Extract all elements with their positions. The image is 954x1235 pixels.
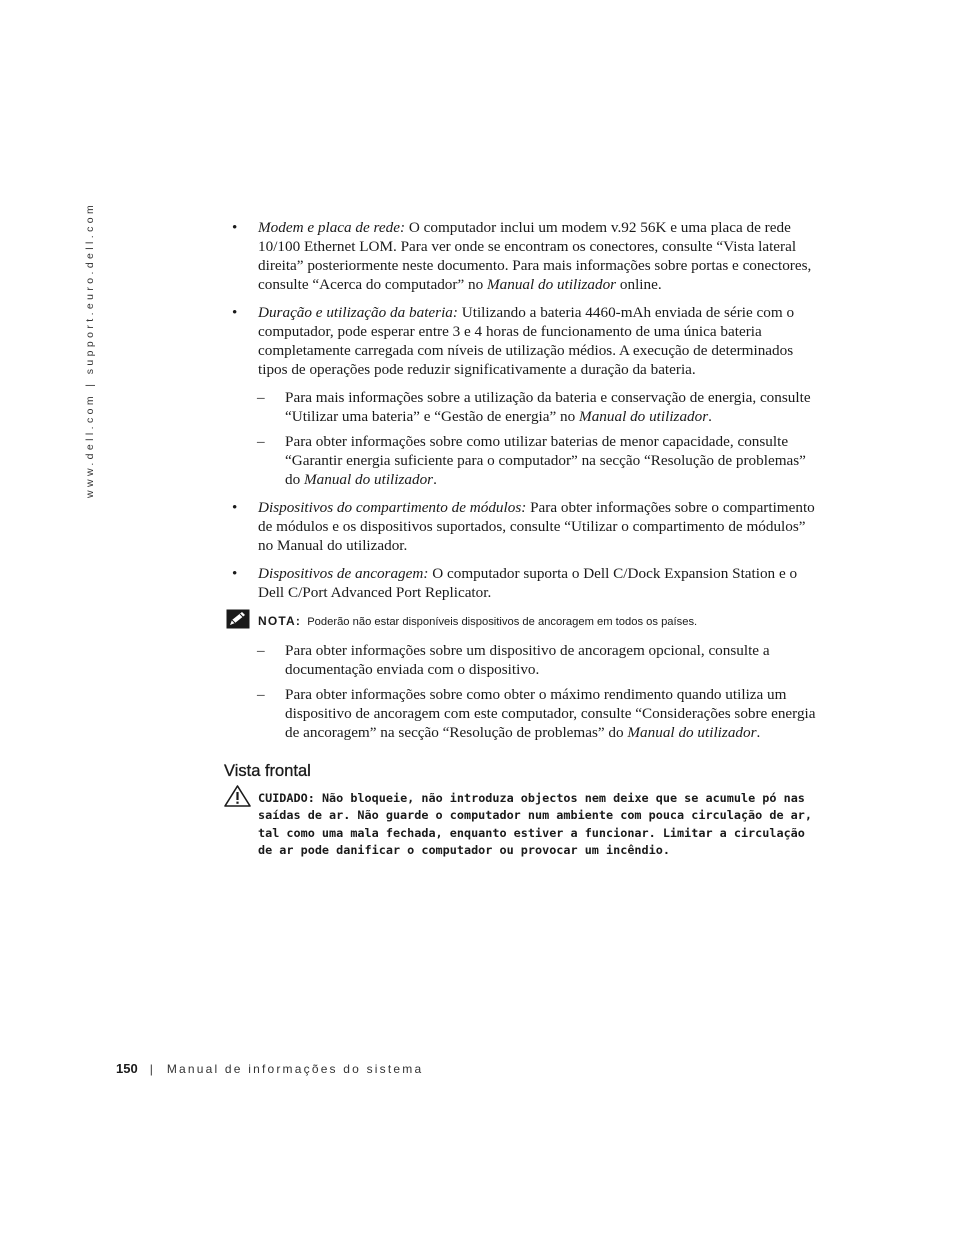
bullet-mark: • — [232, 219, 238, 236]
section-heading: Vista frontal — [224, 762, 311, 780]
bullet-text: O computador suporta o Dell C/Dock Expansion Station e o Dell C/Port Advanced Port Replicator. — [258, 565, 798, 601]
bullet-tail: online. — [616, 276, 662, 293]
dash-text: Para obter informações sobre como obter o máximo rendimento quando utiliza um dispositivo de ancoragem com este computador, consulte “Considerações sobre energia de ancoragem” na secção “Resolução de problemas” do — [285, 686, 816, 741]
bullet-docking — [224, 564, 824, 602]
dash-item-docking-optional — [224, 641, 824, 679]
bullet-mark: • — [232, 499, 238, 516]
note-text: Poderão não estar disponíveis dispositivos de ancoragem em todos os países. — [307, 616, 698, 628]
bullet-mark: • — [232, 304, 238, 321]
footer-separator: | — [149, 1062, 153, 1076]
dash-tail: . — [756, 724, 761, 741]
dash-mark: – — [257, 642, 265, 659]
bullet-term: Dispositivos do compartimento de módulos: — [258, 499, 527, 516]
side-url: www.dell.com | support.euro.dell.com — [84, 201, 96, 498]
page-number: 150 — [116, 1061, 138, 1076]
manual-reference: Manual do utilizador — [627, 724, 757, 741]
bullet-modem — [224, 218, 824, 294]
caution-label: CUIDADO: — [258, 791, 315, 805]
manual-reference: Manual do utilizador — [486, 276, 617, 293]
bullet-term: Modem e placa de rede: — [258, 219, 406, 236]
dash-mark: – — [257, 433, 265, 450]
note-label: NOTA: — [258, 614, 302, 628]
bullet-term: Duração e utilização da bateria: — [258, 304, 458, 321]
page-content — [224, 218, 824, 860]
bullet-battery — [224, 303, 824, 379]
caution-box — [224, 790, 818, 860]
footer-title: Manual de informações do sistema — [166, 1062, 424, 1076]
warning-triangle-icon — [224, 785, 251, 807]
bullet-text: Para obter informações sobre o compartimento de módulos e os dispositivos suportados, consulte “Utilizar o compartimento de módulos” no Manual do utilizador. — [258, 499, 815, 554]
dash-text: Para obter informações sobre como utilizar baterias de menor capacidade, consulte “Garantir energia suficiente para o computador” na secção “Resolução de problemas” do — [285, 433, 806, 488]
bullet-text: O computador inclui um modem v.92 56K e uma placa de rede 10/100 Ethernet LOM. Para ver onde se encontram os conectores, consulte “Vista lateral direita” posteriormente neste documento. Para mais informações sobre portas e conectores, consulte “Acerca do computador” no — [258, 219, 812, 293]
dash-item-battery-info — [224, 388, 824, 426]
dash-mark: – — [257, 686, 265, 703]
note-box — [224, 614, 824, 630]
bullet-module-bay — [224, 498, 824, 555]
dash-text: Para mais informações sobre a utilização da bateria e conservação de energia, consulte “Utilizar uma bateria” e “Gestão de energia” no — [285, 389, 811, 425]
bullet-text: Utilizando a bateria 4460-mAh enviada de série com o computador, pode esperar entre 3 e 4 horas de funcionamento de uma única bateria completamente carregada com níveis de utilização médios. A execução de determinados tipos de operações pode reduzir significativamente a duração da bateria. — [258, 304, 795, 378]
dash-tail: . — [433, 471, 437, 488]
dash-tail: . — [708, 408, 712, 425]
dash-mark: – — [257, 389, 265, 406]
manual-reference: Manual do utilizador — [579, 408, 709, 425]
page-footer — [116, 1061, 423, 1076]
dash-item-battery-capacity — [224, 432, 824, 489]
manual-reference: Manual do utilizador — [303, 471, 434, 488]
dash-item-docking-power — [224, 685, 824, 742]
dash-text: Para obter informações sobre um dispositivo de ancoragem opcional, consulte a documentação enviada com o dispositivo. — [285, 642, 770, 678]
caution-text: Não bloqueie, não introduza objectos nem deixe que se acumule pó nas saídas de ar. Não guarde o computador num ambiente com pouca circulação de ar, tal como uma mala fechada, enquanto estiver a funcionar. Limitar a circulação de ar pode danificar o computador ou provocar um incêndio. — [258, 791, 812, 858]
bullet-mark: • — [232, 565, 238, 582]
pencil-note-icon — [226, 609, 250, 629]
bullet-term: Dispositivos de ancoragem: — [258, 565, 429, 582]
